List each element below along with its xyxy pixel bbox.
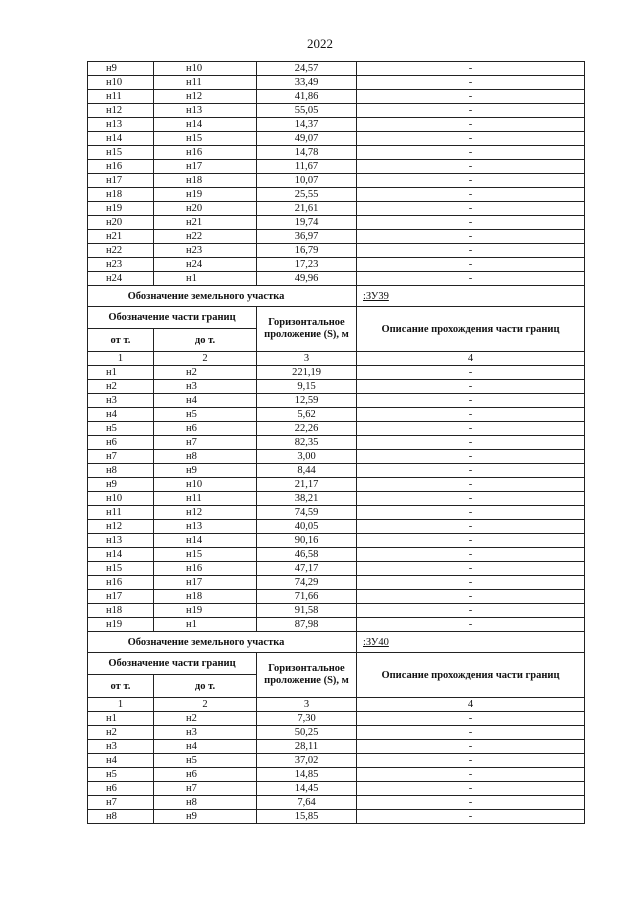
from-point-cell: н13 [88,534,154,548]
part-designation-header: Обозначение части границ [88,653,257,675]
horizontal-header: Горизонтальное проложение (S), м [257,307,357,352]
column-number: 2 [154,698,257,712]
description-cell: - [357,258,585,272]
to-point-cell: н13 [154,104,257,118]
table-row [88,104,585,118]
table-row [88,202,585,216]
from-point-header: от т. [88,329,154,352]
horizontal-distance-cell: 46,58 [257,548,357,562]
table-row [88,534,585,548]
table-row [88,618,585,632]
description-cell: - [357,712,585,726]
description-cell: - [357,244,585,258]
from-point-cell: н24 [88,272,154,286]
horizontal-distance-cell: 28,11 [257,740,357,754]
to-point-cell: н7 [154,782,257,796]
column-number: 1 [88,352,154,366]
horizontal-distance-cell: 47,17 [257,562,357,576]
description-cell: - [357,436,585,450]
to-point-cell: н11 [154,76,257,90]
from-point-cell: н15 [88,146,154,160]
horizontal-distance-cell: 11,67 [257,160,357,174]
column-number: 3 [257,698,357,712]
from-point-cell: н3 [88,740,154,754]
from-point-cell: н1 [88,712,154,726]
description-cell: - [357,506,585,520]
from-point-cell: н16 [88,576,154,590]
description-cell: - [357,796,585,810]
from-point-cell: н14 [88,132,154,146]
horizontal-distance-cell: 7,64 [257,796,357,810]
horizontal-distance-cell: 221,19 [257,366,357,380]
description-cell: - [357,726,585,740]
description-cell: - [357,216,585,230]
horizontal-distance-cell: 10,07 [257,174,357,188]
description-cell: - [357,740,585,754]
horizontal-distance-cell: 33,49 [257,76,357,90]
to-point-cell: н11 [154,492,257,506]
horizontal-distance-cell: 14,45 [257,782,357,796]
horizontal-distance-cell: 5,62 [257,408,357,422]
from-point-cell: н19 [88,618,154,632]
description-cell: - [357,604,585,618]
description-header: Описание прохождения части границ [357,653,585,698]
table-row [88,244,585,258]
from-point-cell: н5 [88,768,154,782]
horizontal-distance-cell: 55,05 [257,104,357,118]
description-cell: - [357,618,585,632]
table-row [88,408,585,422]
to-point-cell: н19 [154,188,257,202]
from-point-cell: н11 [88,90,154,104]
description-cell: - [357,394,585,408]
from-point-cell: н8 [88,464,154,478]
table-row [88,132,585,146]
column-number: 1 [88,698,154,712]
table-row [88,796,585,810]
horizontal-distance-cell: 15,85 [257,810,357,824]
table-row [88,272,585,286]
to-point-cell: н10 [154,478,257,492]
description-cell: - [357,520,585,534]
from-point-cell: н10 [88,76,154,90]
table-row [88,160,585,174]
description-cell: - [357,146,585,160]
column-number: 2 [154,352,257,366]
horizontal-distance-cell: 36,97 [257,230,357,244]
description-cell: - [357,464,585,478]
description-cell: - [357,76,585,90]
horizontal-distance-cell: 24,57 [257,62,357,76]
to-point-cell: н18 [154,590,257,604]
description-cell: - [357,118,585,132]
table-row [88,230,585,244]
to-point-cell: н16 [154,146,257,160]
to-point-cell: н19 [154,604,257,618]
table-row [88,782,585,796]
horizontal-distance-cell: 3,00 [257,450,357,464]
description-cell: - [357,104,585,118]
horizontal-distance-cell: 25,55 [257,188,357,202]
from-point-cell: н17 [88,590,154,604]
horizontal-distance-cell: 71,66 [257,590,357,604]
horizontal-distance-cell: 14,78 [257,146,357,160]
from-point-cell: н11 [88,506,154,520]
table-row [88,492,585,506]
table-row [88,740,585,754]
to-point-cell: н4 [154,394,257,408]
horizontal-distance-cell: 38,21 [257,492,357,506]
description-cell: - [357,188,585,202]
to-point-cell: н16 [154,562,257,576]
to-point-cell: н12 [154,90,257,104]
column-number-row [88,352,585,366]
description-cell: - [357,366,585,380]
from-point-cell: н20 [88,216,154,230]
to-point-cell: н12 [154,506,257,520]
table-row [88,188,585,202]
to-point-cell: н15 [154,548,257,562]
page-number: 2022 [307,36,333,51]
table-row [88,562,585,576]
from-point-cell: н4 [88,408,154,422]
table-row [88,450,585,464]
from-point-cell: н18 [88,188,154,202]
from-point-cell: н9 [88,478,154,492]
to-point-cell: н23 [154,244,257,258]
table-row [88,464,585,478]
description-cell: - [357,202,585,216]
horizontal-distance-cell: 12,59 [257,394,357,408]
horizontal-header: Горизонтальное проложение (S), м [257,653,357,698]
horizontal-distance-cell: 40,05 [257,520,357,534]
to-point-header: до т. [154,675,257,698]
to-point-cell: н10 [154,62,257,76]
column-number: 4 [357,352,585,366]
to-point-cell: н15 [154,132,257,146]
to-point-cell: н17 [154,160,257,174]
horizontal-distance-cell: 14,37 [257,118,357,132]
table-row [88,258,585,272]
description-cell: - [357,132,585,146]
to-point-cell: н9 [154,464,257,478]
description-cell: - [357,492,585,506]
horizontal-distance-cell: 74,59 [257,506,357,520]
horizontal-distance-cell: 41,86 [257,90,357,104]
from-point-cell: н17 [88,174,154,188]
to-point-cell: н5 [154,408,257,422]
table-row [88,366,585,380]
horizontal-distance-cell: 9,15 [257,380,357,394]
part-designation-header: Обозначение части границ [88,307,257,329]
boundary-table [87,61,585,824]
from-point-cell: н21 [88,230,154,244]
table-row [88,810,585,824]
description-cell: - [357,174,585,188]
table-row [88,726,585,740]
horizontal-distance-cell: 16,79 [257,244,357,258]
table-row [88,604,585,618]
table-row [88,380,585,394]
from-point-cell: н2 [88,380,154,394]
table-row [88,590,585,604]
from-point-cell: н14 [88,548,154,562]
to-point-cell: н8 [154,796,257,810]
horizontal-distance-cell: 21,17 [257,478,357,492]
table-row [88,422,585,436]
from-point-cell: н7 [88,450,154,464]
horizontal-distance-cell: 90,16 [257,534,357,548]
table-row [88,216,585,230]
to-point-cell: н3 [154,726,257,740]
table-row [88,754,585,768]
from-point-cell: н3 [88,394,154,408]
column-number: 3 [257,352,357,366]
description-cell: - [357,562,585,576]
description-header: Описание прохождения части границ [357,307,585,352]
description-cell: - [357,782,585,796]
horizontal-distance-cell: 49,07 [257,132,357,146]
from-point-cell: н23 [88,258,154,272]
description-cell: - [357,590,585,604]
to-point-cell: н2 [154,366,257,380]
description-cell: - [357,478,585,492]
to-point-cell: н18 [154,174,257,188]
from-point-cell: н7 [88,796,154,810]
horizontal-distance-cell: 17,23 [257,258,357,272]
horizontal-distance-cell: 7,30 [257,712,357,726]
column-number: 4 [357,698,585,712]
horizontal-distance-cell: 8,44 [257,464,357,478]
column-number-row [88,698,585,712]
from-point-cell: н15 [88,562,154,576]
horizontal-distance-cell: 74,29 [257,576,357,590]
plot-code: :ЗУ39 [357,286,585,307]
from-point-header: от т. [88,675,154,698]
to-point-cell: н24 [154,258,257,272]
description-cell: - [357,272,585,286]
table-row [88,436,585,450]
horizontal-distance-cell: 91,58 [257,604,357,618]
to-point-cell: н14 [154,534,257,548]
table-row [88,76,585,90]
from-point-cell: н6 [88,782,154,796]
horizontal-distance-cell: 82,35 [257,436,357,450]
from-point-cell: н13 [88,118,154,132]
horizontal-distance-cell: 49,96 [257,272,357,286]
from-point-cell: н4 [88,754,154,768]
description-cell: - [357,408,585,422]
horizontal-distance-cell: 50,25 [257,726,357,740]
to-point-cell: н2 [154,712,257,726]
table-row [88,712,585,726]
to-point-cell: н14 [154,118,257,132]
from-point-cell: н12 [88,520,154,534]
table-row [88,62,585,76]
from-point-cell: н19 [88,202,154,216]
table-row [88,90,585,104]
to-point-cell: н17 [154,576,257,590]
to-point-cell: н22 [154,230,257,244]
from-point-cell: н5 [88,422,154,436]
header-row [88,307,585,329]
description-cell: - [357,754,585,768]
table-row [88,394,585,408]
table-row [88,478,585,492]
from-point-cell: н10 [88,492,154,506]
from-point-cell: н9 [88,62,154,76]
plot-title-row [88,286,585,307]
to-point-cell: н5 [154,754,257,768]
table-row [88,520,585,534]
to-point-cell: н4 [154,740,257,754]
plot-title-row [88,632,585,653]
table-row [88,174,585,188]
description-cell: - [357,62,585,76]
to-point-cell: н3 [154,380,257,394]
boundary-table-body [88,62,585,824]
plot-designation-label: Обозначение земельного участка [88,286,357,307]
horizontal-distance-cell: 22,26 [257,422,357,436]
to-point-cell: н1 [154,618,257,632]
horizontal-distance-cell: 21,61 [257,202,357,216]
description-cell: - [357,230,585,244]
from-point-cell: н6 [88,436,154,450]
to-point-cell: н1 [154,272,257,286]
to-point-cell: н8 [154,450,257,464]
description-cell: - [357,810,585,824]
header-row [88,653,585,675]
from-point-cell: н8 [88,810,154,824]
to-point-cell: н7 [154,436,257,450]
to-point-cell: н21 [154,216,257,230]
from-point-cell: н2 [88,726,154,740]
table-row [88,768,585,782]
description-cell: - [357,548,585,562]
description-cell: - [357,422,585,436]
to-point-cell: н6 [154,768,257,782]
table-row [88,146,585,160]
description-cell: - [357,380,585,394]
horizontal-distance-cell: 87,98 [257,618,357,632]
table-row [88,548,585,562]
table-row [88,118,585,132]
plot-designation-label: Обозначение земельного участка [88,632,357,653]
description-cell: - [357,576,585,590]
to-point-cell: н9 [154,810,257,824]
from-point-cell: н22 [88,244,154,258]
table-row [88,576,585,590]
horizontal-distance-cell: 14,85 [257,768,357,782]
from-point-cell: н1 [88,366,154,380]
description-cell: - [357,450,585,464]
to-point-cell: н20 [154,202,257,216]
from-point-cell: н16 [88,160,154,174]
plot-code: :ЗУ40 [357,632,585,653]
horizontal-distance-cell: 37,02 [257,754,357,768]
from-point-cell: н18 [88,604,154,618]
table-row [88,506,585,520]
description-cell: - [357,160,585,174]
description-cell: - [357,90,585,104]
to-point-cell: н6 [154,422,257,436]
from-point-cell: н12 [88,104,154,118]
to-point-header: до т. [154,329,257,352]
description-cell: - [357,768,585,782]
horizontal-distance-cell: 19,74 [257,216,357,230]
description-cell: - [357,534,585,548]
to-point-cell: н13 [154,520,257,534]
